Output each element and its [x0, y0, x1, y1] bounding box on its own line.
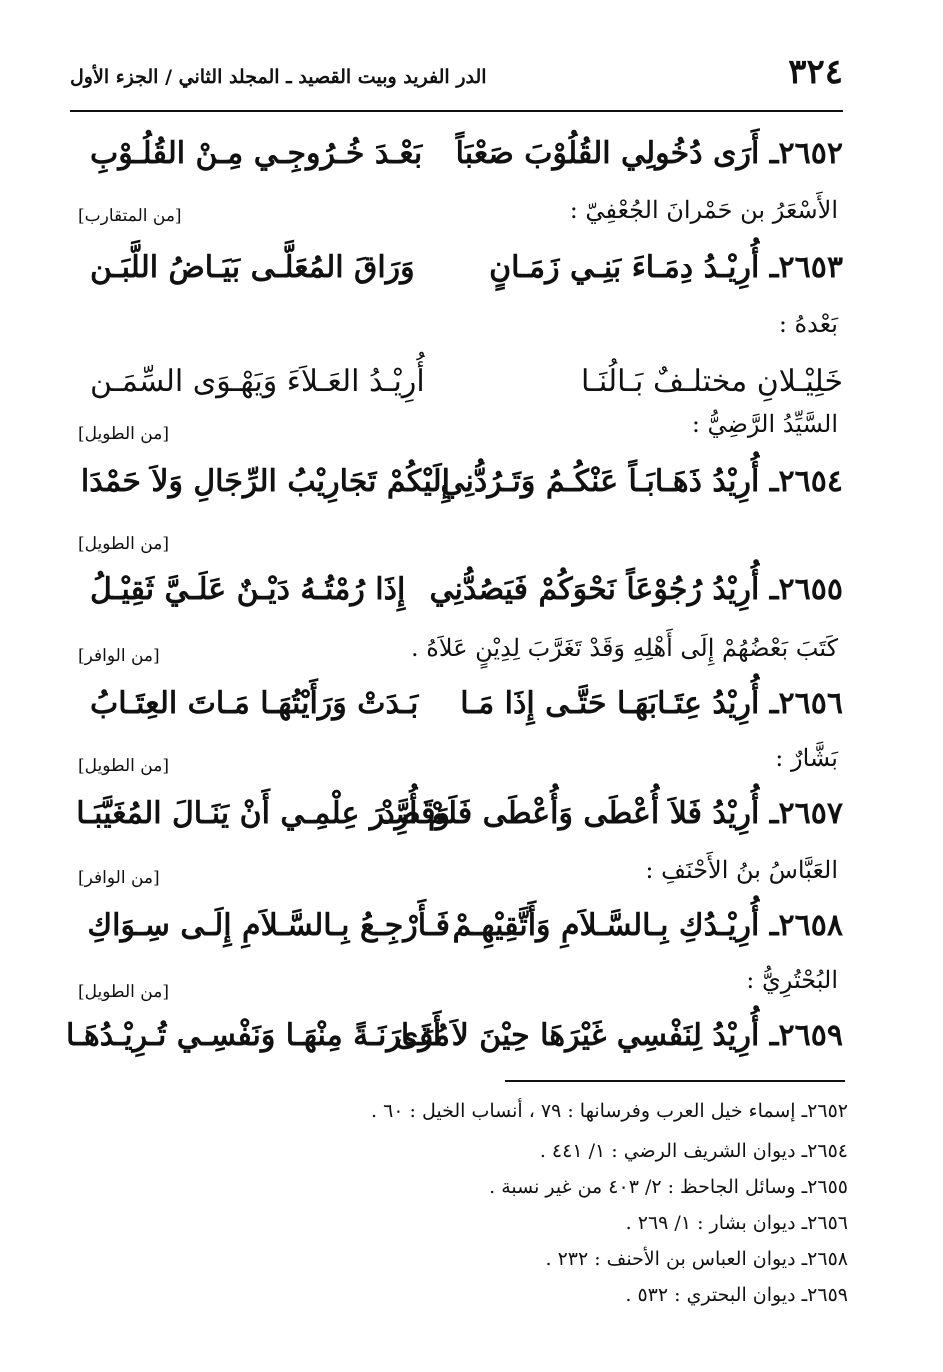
running-head	[70, 52, 843, 102]
first-hemistich: ٢٦٥٩ـ أُرِيْدُ لِنَفْسِي غَيْرَهَا حِيْنَ لاَ أَرَى	[394, 1018, 843, 1053]
running-title: الدر الفريد وبيت القصيد ـ المجلد الثاني / الجزء الأول	[70, 66, 487, 88]
poet-attribution: البُحْتُرِيُّ :	[746, 966, 838, 994]
verse-2652	[90, 136, 843, 184]
footnote-divider	[505, 1080, 845, 1082]
second-hemistich: فَـأَرْجِـعُ بِـالسَّـلاَمِ إِلَـى سِـوَاكِ	[87, 908, 450, 943]
poet-attribution: بَشَّارٌ :	[775, 744, 838, 772]
footnote: ٢٦٥٨ـ ديوان العباس بن الأحنف : ٢٣٢ .	[545, 1248, 848, 1270]
meter-label: [من الوافر]	[78, 646, 160, 666]
first-hemistich: ٢٦٥٣ـ أُرِيْـدُ دِمَـاءَ بَنِـي زَمَـانٍ	[489, 250, 843, 285]
verse-2656	[90, 686, 843, 734]
meter-label: [من الطويل]	[78, 982, 169, 1002]
section-note: بَعْدهُ :	[778, 310, 838, 338]
poet-attribution: العَبَّاسُ بنُ الأَحْنَفِ :	[645, 856, 838, 884]
first-hemistich: ٢٦٥٧ـ أُرِيْدُ فَلاَ أُعْطَى وَأُعْطَى فَلَمْ أُرِدْ	[381, 796, 843, 831]
meter-label: [من الوافر]	[78, 868, 160, 888]
header-divider	[70, 110, 843, 112]
meter-label: [من الطويل]	[78, 534, 169, 554]
verse-2658	[87, 908, 843, 956]
second-hemistich: أُرِيْـدُ العَـلاَءَ وَيَهْـوَى السِّمَـن	[90, 364, 425, 399]
meter-label: [من الطويل]	[78, 756, 169, 776]
verse-2659	[66, 1018, 843, 1066]
verse-2654	[80, 464, 843, 512]
verse-2653	[90, 250, 843, 298]
footnote: ٢٦٥٦ـ ديوان بشار : ١/ ٢٦٩ .	[625, 1212, 848, 1234]
second-hemistich: بَـدَتْ وَرَأَيْتُهَـا مَـاتَ العِتَـابُ	[90, 686, 419, 721]
meter-label: [من المتقارب]	[78, 206, 182, 226]
footnote: ٢٦٥٥ـ وسائل الجاحظ : ٢/ ٤٠٣ من غير نسبة .	[489, 1176, 848, 1198]
footnote: ٢٦٥٤ـ ديوان الشريف الرضي : ١/ ٤٤١ .	[539, 1140, 848, 1162]
footnote: ٢٦٥٢ـ إسماء خيل العرب وفرسانها : ٧٩ ، أنساب الخيل : ٦٠ .	[370, 1100, 848, 1122]
first-hemistich: ٢٦٥٨ـ أُرِيْـدُكِ بِـالسَّـلاَمِ وَأَتَّقِيْهِـمْ	[452, 908, 843, 943]
first-hemistich: ٢٦٥٤ـ أُرِيْدُ ذَهَـابَـاً عَنْكُـمُ وَتَـرُدُّنِي	[440, 464, 843, 499]
first-hemistich: ٢٦٥٢ـ أَرَى دُخُولِي القُلُوْبَ صَعْبَاً	[455, 136, 843, 171]
second-hemistich: وَرَاقَ المُعَلَّـى بَيَـاضُ اللَّبَـن	[90, 250, 415, 285]
second-hemistich: إِذَا رُمْتُـهُ دَيْـنٌ عَلَـيَّ ثَقِيْـلُ	[90, 572, 406, 607]
second-hemistich: إِلَيْكُمْ تَجَارِيْبُ الرِّجَالِ وَلاَ حَمْدَا	[80, 464, 450, 499]
first-hemistich: خَلِيْـلانِ مختلـفٌ بَـالُنَـا	[581, 364, 843, 399]
poet-attribution: السَّيِّدُ الرَّضِيُّ :	[691, 410, 838, 438]
verse-2655	[90, 572, 843, 620]
poet-attribution: الأَسْعَرُ بن حَمْرانَ الجُعْفِيّ :	[569, 196, 838, 224]
page-number: ٣٢٤	[788, 52, 843, 92]
poet-attribution: كَتَبَ بَعْضُهُمْ إِلَى أَهْلِهِ وَقَدْ تَغَرَّبَ لِدِيْنٍ عَلاَهُ .	[411, 634, 838, 662]
second-hemistich: مُقَـارَنَـةً مِنْهَـا وَنَفْسِـي تُـرِيْـدُهَـا	[66, 1018, 450, 1053]
meter-label: [من الطويل]	[78, 424, 169, 444]
footnote: ٢٦٥٩ـ ديوان البحتري : ٥٣٢ .	[625, 1284, 848, 1306]
second-hemistich: وَقَصَّـرَ عِلْمِـي أَنْ يَنَـالَ المُغَيَّبَـا	[76, 796, 450, 831]
verse-continuation	[90, 364, 843, 412]
first-hemistich: ٢٦٥٥ـ أُرِيْدُ رُجُوْعَاً نَحْوَكُمْ فَيَصُدُّنِي	[429, 572, 843, 607]
second-hemistich: بَعْـدَ خُـرُوجِـي مِـنْ القُلُـوْبِ	[90, 136, 423, 171]
first-hemistich: ٢٦٥٦ـ أُرِيْدُ عِتَـابَهَـا حَتَّـى إِذَا مَـا	[460, 686, 843, 721]
verse-2657	[76, 796, 843, 844]
